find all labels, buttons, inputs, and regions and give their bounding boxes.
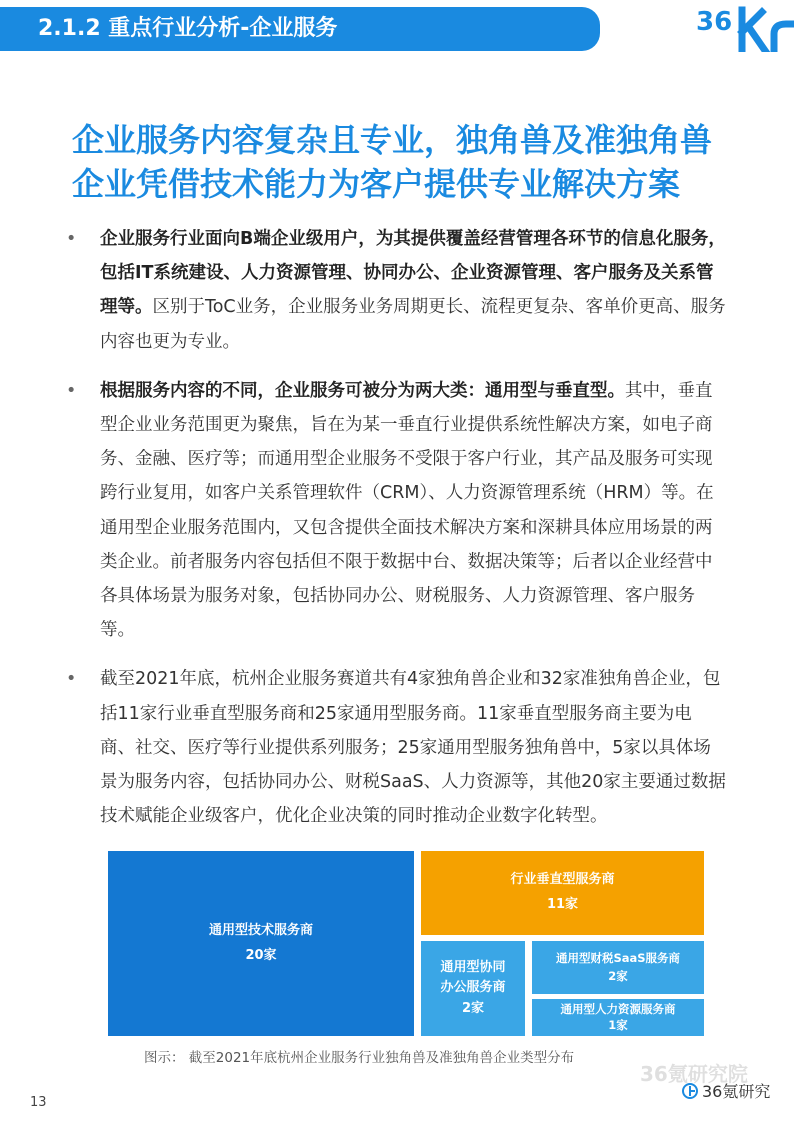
bullet-text: 区别于ToC业务，企业服务业务周期更长、流程更复杂、客单价更高、服务内容也更为专业。 (100, 297, 726, 352)
treemap-cell-count: 2家 (608, 969, 628, 983)
headline-line-1: 企业服务内容复杂且专业，独角兽及准独角兽 (72, 121, 713, 159)
figure-caption: 图示： 截至2021年底杭州企业服务行业独角兽及准独角兽企业类型分布 (144, 1050, 575, 1066)
bullet-dot: • (66, 380, 77, 401)
treemap-cell-tax-saas (532, 941, 704, 994)
treemap-cell-vertical (421, 851, 704, 935)
svg-text:36: 36 (696, 7, 733, 37)
bullet-item (66, 662, 726, 833)
bullet-dot: • (66, 229, 77, 249)
bullet-list (66, 222, 726, 833)
watermark: 36氪研究院 (640, 1062, 748, 1086)
36kr-logo-icon (682, 1083, 698, 1099)
treemap-cell-label: 行业垂直型服务商 (510, 872, 615, 887)
bullet-dot: • (66, 669, 77, 690)
headline-line-2: 企业凭借技术能力为客户提供专业解决方案 (72, 165, 681, 203)
treemap-cell-count: 20家 (245, 947, 277, 963)
page-number: 13 (30, 1095, 47, 1110)
treemap-cell-collab (421, 941, 525, 1036)
treemap-cell-label: 办公服务商 (440, 979, 506, 995)
36kr-logo (690, 0, 794, 52)
footer-logo (682, 1079, 770, 1102)
bullet-item (66, 222, 726, 359)
treemap-cell-hr (532, 999, 704, 1036)
bullet-text: 截至2021年底，杭州企业服务赛道共有4家独角兽企业和32家准独角兽企业，包括11家行业垂直型服务商和25家通用型服务商。11家垂直型服务商主要为电商、社交、医疗等行业提供系列服务；25家通用型服务独角兽中，5家以具体场景为服务内容，包括协同办公、财税SaaS、人力资源等，其他20家主要通过数据技术赋能企业级客户，优化企业决策的同时推动企业数字化转型。 (100, 669, 726, 827)
treemap-cell-label: 通用型人力资源服务商 (560, 1002, 676, 1016)
bullet-item (66, 374, 726, 648)
treemap-cell-count: 2家 (461, 1000, 485, 1016)
section-title: 2.1.2 重点行业分析-企业服务 (38, 16, 338, 41)
footer-logo-text: 36氪研究 (702, 1082, 771, 1101)
section-header-bar (0, 7, 600, 51)
treemap-cell-count: 11家 (546, 897, 579, 912)
treemap-cell-count: 1家 (608, 1018, 628, 1032)
treemap-cell-tech-services (108, 851, 414, 1036)
treemap-cell-label: 通用型财税SaaS服务商 (555, 951, 681, 965)
bullet-text: 其中，垂直型企业业务范围更为聚焦，旨在为某一垂直行业提供系统性解决方案，如电子商务、金融、医疗等；而通用型企业服务不受限于客户行业，其产品及服务可实现跨行业复用，如客户关系管理软件（CRM）、人力资源管理系统（HRM）等。在通用型企业服务范围内，又包含提供全面技术解决方案和深耕具体应用场景的两类企业。前者服务内容包括但不限于数据中台、数据决策等；后者以企业经营中各具体场景为服务对象，包括协同办公、财税服务、人力资源管理、客户服务等。 (100, 380, 714, 641)
treemap-cell-label: 通用型协同 (440, 959, 506, 975)
bullet-bold-text: 企业服务行业面向B端企业级用户，为其提供覆盖经营管理各环节的信息化服务，包括IT系统建设、人力资源管理、协同办公、企业资源管理、客户服务及关系管理等。 (100, 229, 726, 318)
bullet-bold-text: 根据服务内容的不同，企业服务可被分为两大类：通用型与垂直型。 (100, 380, 625, 401)
treemap-cell-label: 通用型技术服务商 (208, 922, 313, 938)
page-headline (72, 118, 762, 206)
